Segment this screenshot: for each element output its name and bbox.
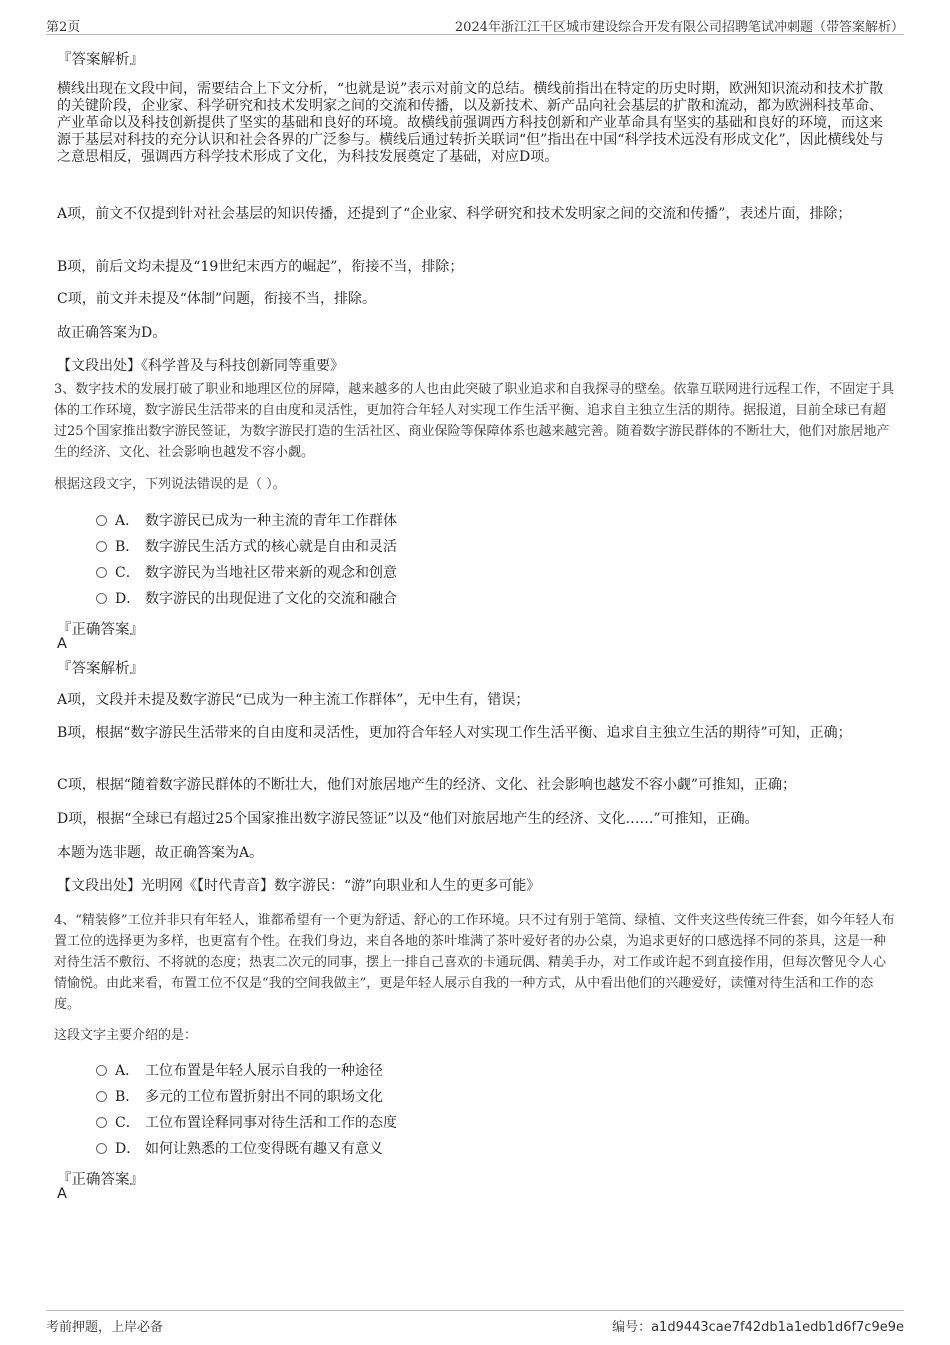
q3-option-c[interactable]: C． 数字游民为当地社区带来新的观念和创意 [96, 564, 397, 582]
q4-option-c[interactable]: C． 工位布置诠释同事对待生活和工作的态度 [96, 1114, 397, 1132]
q2-analysis-label: 『答案解析』 [57, 52, 144, 68]
q2-analysis-option-b: B项，前后文均未提及“19世纪末西方的崛起”，衔接不当，排除； [57, 259, 464, 275]
footer-slogan: 考前押题，上岸必备 [46, 1320, 164, 1335]
q3-option-b[interactable]: B． 数字游民生活方式的核心就是自由和灵活 [96, 538, 397, 556]
q2-conclusion: 故正确答案为D。 [57, 325, 167, 341]
q2-analysis-option-c: C项，前文并未提及“体制”问题，衔接不当，排除。 [57, 291, 377, 307]
radio-icon[interactable] [96, 541, 107, 552]
q4-option-d[interactable]: D． 如何让熟悉的工位变得既有趣又有意义 [96, 1140, 383, 1158]
radio-icon[interactable] [96, 1117, 107, 1128]
radio-icon[interactable] [96, 593, 107, 604]
page-header [46, 14, 904, 35]
q2-analysis-para1: 横线出现在文段中间，需要结合上下文分析，“也就是说”表示对前文的总结。横线前指出在特定的历史时期，欧洲知识流动和技术扩散的关键阶段，企业家、科学研究和技术发明家之间的交流和传播，以及新技术、新产品向社会基层的扩散和流动，都为欧洲科技革命、产业革命以及科技创新提供了坚实的基础和良好的环境。故横线前强调西方科技创新和产业革命具有坚实的基础和良好的环境，而这来源于基层对科技的充分认识和社会各界的广泛参与。横线后通过转折关联词“但”指出在中国“科学技术远没有形成文化”，因此横线处与之意思相反，强调西方科学技术形成了文化，为科技发展奠定了基础，对应D项。 [57, 81, 884, 165]
page-footer [46, 1310, 904, 1335]
q3-answer: A [57, 636, 67, 652]
q4-question-text: 4、“精装修”工位并非只有年轻人，谁都希望有一个更为舒适、舒心的工作环境。只不过有别于笔筒、绿植、文件夹这些传统三件套，如今年轻人布置工位的选择更为多样，也更富有个性。在我们身边，来自各地的茶叶堆满了茶叶爱好者的办公桌，为追求更好的口感选择不同的茶具，这是一种对待生活不敷衍、不将就的态度；热衷二次元的同事，摆上一排自己喜欢的卡通玩偶、精美手办，对工作或许起不到直接作用，但每次瞥见令人心情愉悦。由此来看，布置工位不仅是“我的空间我做主”，更是年轻人展示自我的一种方式，从中看出他们的兴趣爱好，读懂对待生活和工作的态度。 [54, 913, 895, 1012]
q3-answer-label: 『正确答案』 [57, 622, 144, 638]
q4-answer-label: 『正确答案』 [57, 1172, 144, 1188]
document-code [612, 1316, 904, 1335]
radio-icon[interactable] [96, 1091, 107, 1102]
q3-analysis-label: 『答案解析』 [57, 661, 144, 677]
q2-analysis-option-a: A项，前文不仅提到针对社会基层的知识传播，还提到了“企业家、科学研究和技术发明家之间的交流和传播”，表述片面，排除； [57, 206, 852, 222]
q4-answer: A [57, 1186, 67, 1202]
q3-analysis-option-c: C项，根据“随着数字游民群体的不断壮大，他们对旅居地产生的经济、文化、社会影响也越发不容小觑”可推知，正确； [57, 777, 797, 793]
q3-analysis-option-b: B项，根据“数字游民生活带来的自由度和灵活性，更加符合年轻人对实现工作生活平衡、追求自主独立生活的期待”可知，正确； [57, 725, 852, 741]
q3-option-a[interactable]: A． 数字游民已成为一种主流的青年工作群体 [96, 512, 397, 530]
q4-prompt: 这段文字主要介绍的是： [54, 1028, 198, 1043]
document-code-value: a1d9443cae7f42db1a1edb1d6f7c9e9e [651, 1320, 904, 1335]
radio-icon[interactable] [96, 515, 107, 526]
page-number: 第2页 [46, 20, 81, 35]
q3-question-text: 3、数字技术的发展打破了职业和地理区位的屏障，越来越多的人也由此突破了职业追求和自我探寻的壁垒。依靠互联网进行远程工作，不固定于具体的工作环境，数字游民生活带来的自由度和灵活性，更加符合年轻人对实现工作生活平衡、追求自主独立生活的期待。据报道，目前全球已有超过25个国家推出数字游民签证，为数字游民打造的生活社区、商业保险等保障体系也越来越完善。随着数字游民群体的不断壮大，他们对旅居地产生的经济、文化、社会影响也越发不容小觑。 [54, 382, 895, 460]
radio-icon[interactable] [96, 1065, 107, 1076]
document-code-label: 编号： [612, 1320, 652, 1335]
q2-source: 【文段出处】《科学普及与科技创新同等重要》 [57, 358, 344, 374]
q3-conclusion: 本题为选非题，故正确答案为A。 [57, 845, 264, 861]
q3-source: 【文段出处】光明网《【时代青音】数字游民：“游”向职业和人生的更多可能》 [57, 878, 541, 894]
q4-option-a[interactable]: A． 工位布置是年轻人展示自我的一种途径 [96, 1062, 383, 1080]
q3-prompt: 根据这段文字，下列说法错误的是（ ）。 [54, 477, 286, 492]
q3-option-d[interactable]: D． 数字游民的出现促进了文化的交流和融合 [96, 590, 397, 608]
q4-option-b[interactable]: B． 多元的工位布置折射出不同的职场文化 [96, 1088, 383, 1106]
q3-analysis-option-d: D项，根据“全球已有超过25个国家推出数字游民签证”以及“他们对旅居地产生的经济、文化……”可推知，正确。 [57, 811, 759, 827]
radio-icon[interactable] [96, 567, 107, 578]
radio-icon[interactable] [96, 1143, 107, 1154]
q3-analysis-option-a: A项，文段并未提及数字游民“已成为一种主流工作群体”，无中生有，错误； [57, 692, 530, 708]
document-title: 2024年浙江江干区城市建设综合开发有限公司招聘笔试冲刺题（带答案解析） [454, 20, 904, 35]
